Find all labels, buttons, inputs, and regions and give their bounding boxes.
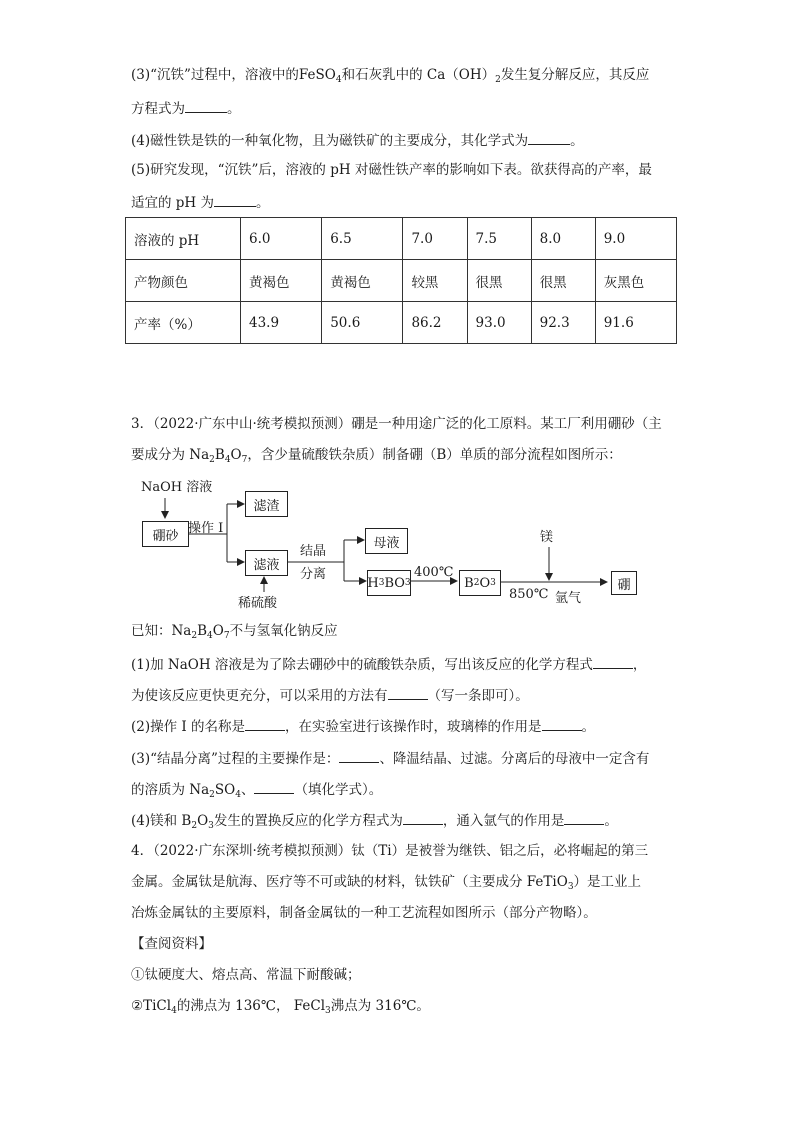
table-cell: 50.6	[322, 302, 403, 344]
q-line	[131, 654, 646, 674]
q-line	[131, 716, 595, 736]
text: 和石灰乳中的 Ca（OH）	[341, 67, 496, 83]
question-4-intro: 4．（2022·广东深圳·统考模拟预测）钛（Ti）是被誉为继铁、铝之后，必将崛起的第三	[131, 843, 649, 859]
text: B	[197, 623, 208, 639]
text: 不与氢氧化钠反应	[229, 623, 338, 639]
text: 、	[240, 782, 255, 798]
text: O	[479, 575, 491, 591]
subscript: 2	[209, 790, 215, 800]
flow-label-fenli: 分离	[300, 567, 327, 582]
text: 要成分为 Na	[131, 447, 210, 463]
answer-blank[interactable]	[593, 654, 633, 669]
text: 。	[256, 195, 270, 211]
table-cell: 92.3	[531, 302, 595, 344]
text: O	[212, 623, 224, 639]
text: B	[214, 447, 225, 463]
flow-box-lvye: 滤液	[245, 550, 288, 576]
text: 发生复分解反应，其反应	[500, 67, 650, 83]
table-cell: 91.6	[595, 302, 676, 344]
text: 适宜的 pH 为	[131, 195, 214, 211]
subscript: 2	[495, 75, 501, 85]
text: （写一条即可）。	[427, 688, 529, 704]
flow-box-muye: 母液	[365, 528, 408, 554]
flow-box-lvzha: 滤渣	[245, 491, 288, 517]
q-line	[131, 997, 430, 1015]
flow-box-peng: 硼	[611, 571, 637, 595]
text: SO	[214, 782, 236, 798]
text: ，	[632, 657, 647, 673]
flow-label-400c: 400℃	[414, 565, 454, 580]
q-line	[131, 685, 529, 705]
text: O	[230, 447, 242, 463]
text: 已知：Na	[131, 623, 192, 639]
text: ，在实验室进行该操作时，玻璃棒的作用是	[285, 719, 542, 735]
table-cell: 产率（%）	[126, 302, 241, 344]
table-cell: 黄褐色	[322, 260, 403, 302]
subscript: 3	[325, 1006, 331, 1016]
answer-blank[interactable]	[388, 685, 428, 700]
subscript: 7	[223, 631, 230, 641]
table-cell: 8.0	[531, 218, 595, 260]
table-cell: 产物颜色	[126, 260, 241, 302]
subscript: 3	[208, 821, 214, 831]
q-line	[131, 748, 649, 768]
flow-box-pengsha: 硼砂	[142, 521, 189, 547]
text: (5)研究发现，“沉铁”后，溶液的 pH 对磁性铁产率的影响如下表。欲获得高的产率，最	[131, 162, 652, 178]
q-line	[131, 904, 597, 922]
q-line	[131, 935, 212, 953]
q-line	[131, 873, 641, 891]
answer-blank[interactable]	[339, 748, 379, 763]
text: 。	[604, 813, 618, 829]
q-line	[131, 622, 338, 640]
text: BO	[384, 575, 405, 591]
q-line	[131, 779, 382, 799]
table-cell: 较黑	[403, 260, 467, 302]
text: （填化学式）。	[294, 782, 383, 798]
flow-label-jiejing: 结晶	[300, 544, 327, 559]
text: H	[367, 575, 379, 591]
table-cell: 灰黑色	[595, 260, 676, 302]
table-cell: 7.0	[403, 218, 467, 260]
text: (1)加 NaOH 溶液是为了除去硼砂中的硫酸铁杂质，写出该反应的化学方程式	[131, 657, 593, 673]
text: 、降温结晶、过滤。分离后的母液中一定含有	[379, 751, 650, 767]
flow-label-naoh: NaOH 溶液	[141, 480, 213, 495]
text: O	[197, 813, 209, 829]
text: 冶炼金属钛的主要原料，制备金属钛的一种工艺流程如图所示（部分产物略）。	[131, 905, 597, 921]
subscript: 2	[209, 455, 215, 465]
table-cell: 43.9	[241, 302, 322, 344]
text: 。	[227, 101, 241, 117]
subscript: 4	[335, 75, 342, 85]
subscript: 2	[191, 821, 198, 831]
flow-box-h3bo3: H 3 BO 3	[367, 570, 411, 596]
text: B	[464, 575, 474, 591]
text: 金属。金属钛是航海、医疗等不可或缺的材料，钛铁矿（主要成分 FeTiO	[131, 874, 568, 890]
subscript: 3	[567, 882, 574, 892]
table-cell: 9.0	[595, 218, 676, 260]
flow-label-op1: 操作 I	[188, 521, 224, 536]
flow-label-850c: 850℃	[509, 587, 549, 602]
flow-label-argon: 氩气	[555, 591, 582, 606]
text: 发生的置换反应的化学方程式为	[213, 813, 403, 829]
answer-blank[interactable]	[403, 810, 443, 825]
flow-box-b2o3: B 2 O 3	[459, 570, 501, 596]
table-cell: 很黑	[531, 260, 595, 302]
q-line	[131, 842, 648, 860]
text: ，通入氩气的作用是	[442, 813, 565, 829]
text: 。	[570, 133, 584, 149]
text: 的溶质为 Na	[131, 782, 210, 798]
table-cell: 86.2	[403, 302, 467, 344]
answer-blank[interactable]	[254, 779, 294, 794]
table-cell: 6.0	[241, 218, 322, 260]
text: (4)磁性铁是铁的一种氧化物，且为磁铁矿的主要成分，其化学式为	[131, 133, 529, 149]
table-cell: 黄褐色	[241, 260, 322, 302]
text: 为使该反应更快更充分，可以采用的方法有	[131, 688, 388, 704]
subscript: 4	[224, 455, 231, 465]
answer-blank[interactable]	[542, 716, 582, 731]
text: ，含少量硫酸铁杂质）制备硼（B）单质的部分流程如图所示：	[247, 447, 622, 463]
text: ②TiCl	[131, 998, 172, 1014]
table-cell: 溶液的 pH	[126, 218, 241, 260]
subscript: 7	[241, 455, 248, 465]
answer-blank[interactable]	[564, 810, 604, 825]
text: ①钛硬度大、熔点高、常温下耐酸碱；	[131, 967, 361, 983]
table-cell: 6.5	[322, 218, 403, 260]
text: 。	[581, 719, 596, 735]
text: ）是工业上	[573, 874, 642, 890]
table-cell: 很黑	[467, 260, 531, 302]
text: (3)“沉铁”过程中，溶液中的FeSO	[131, 67, 336, 83]
question-3-intro: 3．（2022·广东中山·统考模拟预测）硼是一种用途广泛的化工原料。某工厂利用硼砂（主	[131, 416, 662, 432]
text: (3)“结晶分离”过程的主要操作是：	[131, 751, 340, 767]
subscript: 4	[207, 631, 213, 641]
table-cell: 7.5	[467, 218, 531, 260]
text: 的沸点为 136℃， FeCl	[176, 998, 326, 1014]
q-line	[131, 810, 618, 830]
text: (2)操作 I 的名称是	[131, 719, 246, 735]
answer-blank[interactable]	[245, 716, 285, 731]
text: (4)镁和 B	[131, 813, 192, 829]
table-cell: 93.0	[467, 302, 531, 344]
reference-title: 【查阅资料】	[131, 936, 212, 952]
flow-label-xiliusuan: 稀硫酸	[238, 596, 278, 611]
text: 沸点为 316℃。	[330, 998, 430, 1014]
subscript: 4	[171, 1006, 177, 1016]
q-line	[131, 966, 361, 984]
subscript: 2	[191, 631, 198, 641]
text: 方程式为	[131, 101, 185, 117]
flow-label-mei: 镁	[540, 530, 554, 545]
subscript: 4	[235, 790, 241, 800]
